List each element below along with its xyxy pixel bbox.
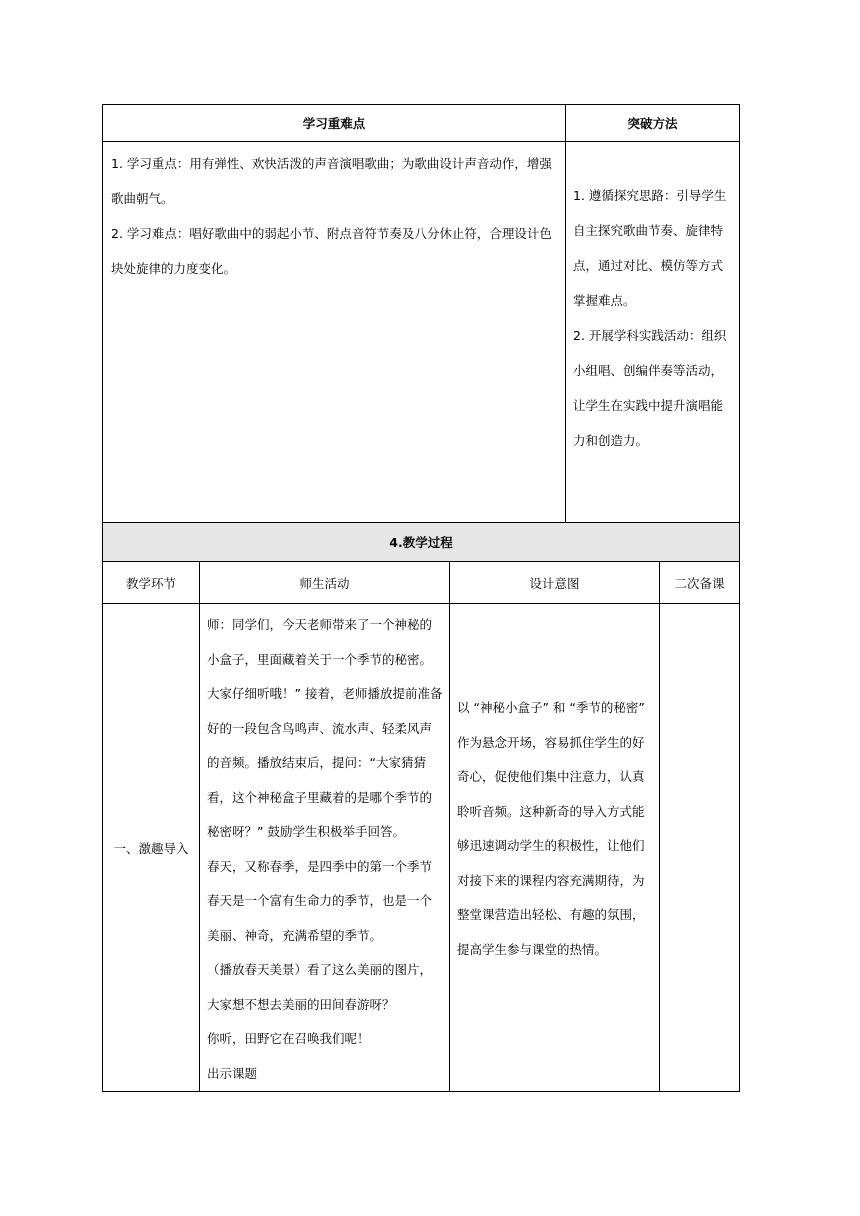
difficulty-table (102, 104, 740, 524)
difficult-point: 2. 学习难点：唱好歌曲中的弱起小节、附点音符节奏及八分休止符，合理设计色块处旋律的力度变化。 (111, 226, 552, 276)
table-row (103, 604, 740, 1092)
header-methods: 突破方法 (566, 105, 740, 142)
key-point: 1. 学习重点：用有弹性、欢快活泼的声音演唱歌曲；为歌曲设计声音动作，增强歌曲朝气。 (111, 156, 552, 206)
method-1: 1. 遵循探究思路：引导学生自主探究歌曲节奏、旋律特点，通过对比、模仿等方式掌握难点。 (573, 188, 727, 308)
activity-paragraph: （播放春天美景）看了这么美丽的图片，大家想不想去美丽的田间春游呀？ (207, 962, 433, 1012)
notes-cell (660, 604, 740, 1092)
col-header-stage: 教学环节 (103, 562, 200, 604)
key-points-cell (103, 142, 566, 524)
activity-paragraph: 你听，田野它在召唤我们呢！ (207, 1031, 370, 1046)
col-header-activity: 师生活动 (200, 562, 450, 604)
activity-paragraph: 出示课题 (207, 1065, 258, 1081)
activity-cell (200, 604, 450, 1092)
activity-paragraph: 师：同学们，今天老师带来了一个神秘的小盒子，里面藏着关于一个季节的秘密。大家仔细听哦！” 接着，老师播放提前准备好的一段包含鸟鸣声、流水声、轻柔风声的音频。播放结束后，提问：“大家猜猜看，这个神秘盒子里藏着的是哪个季节的秘密呀？” 鼓励学生积极举手回答。 (207, 617, 443, 839)
activity-paragraph: 春天，又称春季，是四季中的第一个季节春天是一个富有生命力的季节，也是一个美丽、神奇，充满希望的季节。 (207, 858, 433, 943)
section-title: 4.教学过程 (103, 523, 740, 562)
method-2: 2. 开展学科实践活动：组织小组唱、创编伴奏等活动，让学生在实践中提升演唱能力和创造力。 (573, 328, 727, 448)
methods-cell (566, 142, 740, 524)
col-header-notes: 二次备课 (660, 562, 740, 604)
intent-paragraph: 以 “神秘小盒子” 和 “季节的秘密” 作为悬念开场，容易抓住学生的好奇心，促使他们集中注意力，认真聆听音频。这种新奇的导入方式能够迅速调动学生的积极性，让他们对接下来的课程内容充满期待，为整堂课营造出轻松、有趣的氛围，提高学生参与课堂的热情。 (457, 700, 645, 957)
header-key-difficulties: 学习重难点 (103, 105, 566, 142)
col-header-intent: 设计意图 (450, 562, 660, 604)
stage-cell: 一、激趣导入 (103, 604, 200, 1092)
intent-cell (450, 604, 660, 1092)
teaching-process-table (102, 522, 740, 1092)
